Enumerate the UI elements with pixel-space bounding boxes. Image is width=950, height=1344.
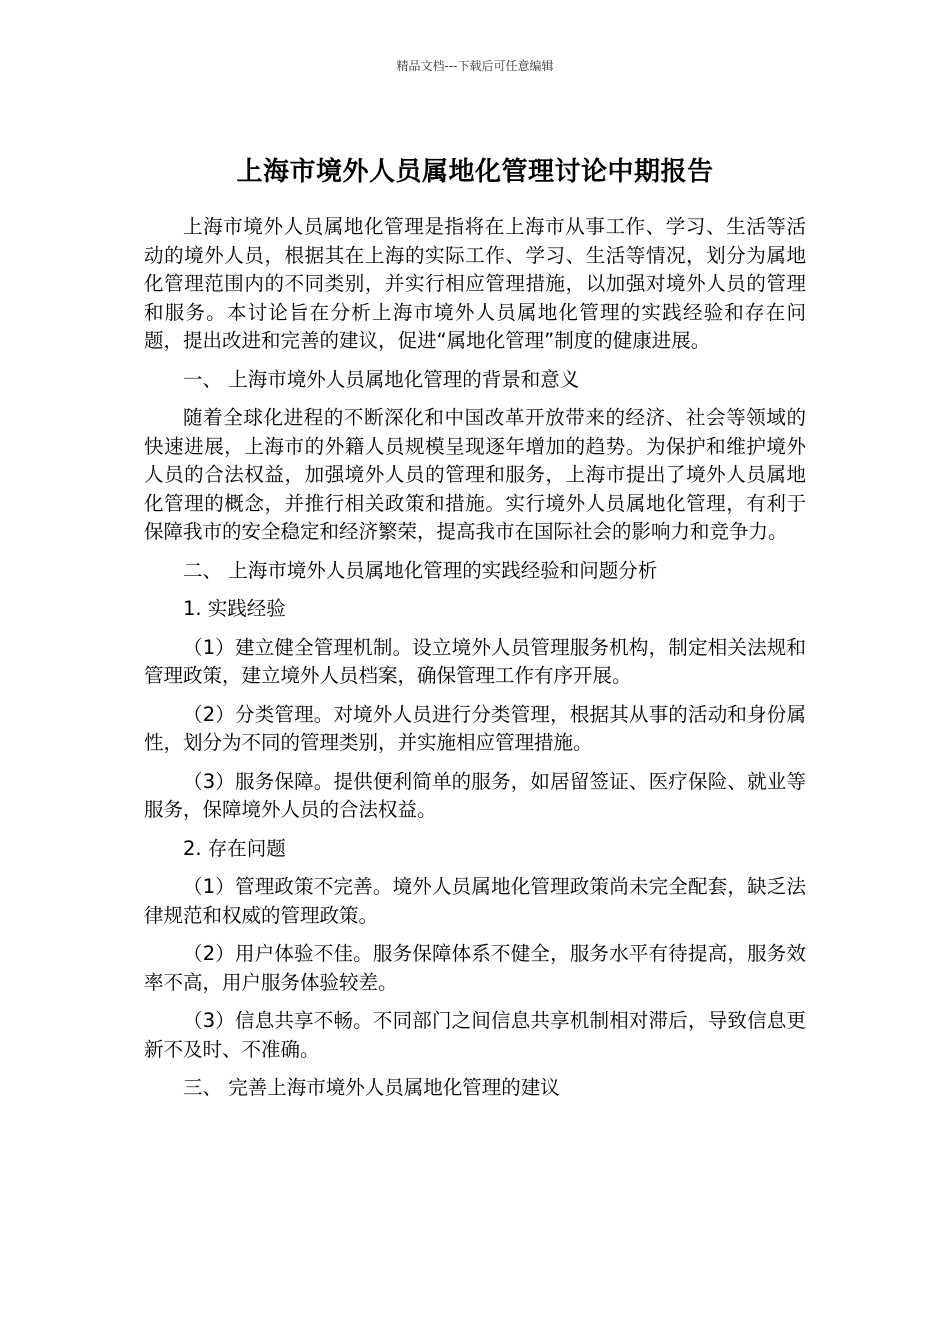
problem-item-3: （3）信息共享不畅。不同部门之间信息共享机制相对滞后，导致信息更新不及时、不准确。 — [144, 1009, 806, 1061]
subheading-problems: 2. 存在问题 — [183, 836, 286, 860]
practice-item-2: （2）分类管理。对境外人员进行分类管理，根据其从事的活动和身份属性，划分为不同的管理类别，并实施相应管理措施。 — [144, 702, 806, 754]
problem-item-1: （1）管理政策不完善。境外人员属地化管理政策尚未完全配套，缺乏法律规范和权威的管理政策。 — [144, 875, 806, 927]
intro-paragraph: 上海市境外人员属地化管理是指将在上海市从事工作、学习、生活等活动的境外人员，根据其在上海的实际工作、学习、生活等情况，划分为属地化管理范围内的不同类别，并实行相应管理措施，以加强对境外人员的管理和服务。本讨论旨在分析上海市境外人员属地化管理的实践经验和存在问题，提出改进和完善的建议，促进“属地化管理”制度的健康进展。 — [144, 215, 806, 352]
section-heading-3: 三、 完善上海市境外人员属地化管理的建议 — [183, 1076, 560, 1099]
document-title: 上海市境外人员属地化管理讨论中期报告 — [236, 157, 714, 188]
section-1-paragraph: 随着全球化进程的不断深化和中国改革开放带来的经济、社会等领域的快速进展，上海市的外籍人员规模呈现逐年增加的趋势。为保护和维护境外人员的合法权益，加强境外人员的管理和服务，上海市提出了境外人员属地化管理的概念，并推行相关政策和措施。实行境外人员属地化管理，有利于保障我市的安全稳定和经济繁荣，提高我市在国际社会的影响力和竞争力。 — [144, 406, 806, 543]
practice-item-3: （3）服务保障。提供便利简单的服务，如居留签证、医疗保险、就业等服务，保障境外人员的合法权益。 — [144, 769, 806, 821]
document-body — [144, 213, 806, 1113]
section-heading-1: 一、 上海市境外人员属地化管理的背景和意义 — [183, 367, 580, 391]
section-heading-2: 二、 上海市境外人员属地化管理的实践经验和问题分析 — [183, 558, 658, 582]
problem-item-2: （2）用户体验不佳。服务保障体系不健全，服务水平有待提高，服务效率不高，用户服务体验较差。 — [144, 942, 806, 994]
practice-item-1: （1）建立健全管理机制。设立境外人员管理服务机构，制定相关法规和管理政策，建立境外人员档案，确保管理工作有序开展。 — [144, 635, 806, 687]
subheading-practice: 1. 实践经验 — [183, 597, 286, 620]
page-header: 精品文档---下载后可任意编辑 — [396, 59, 554, 73]
